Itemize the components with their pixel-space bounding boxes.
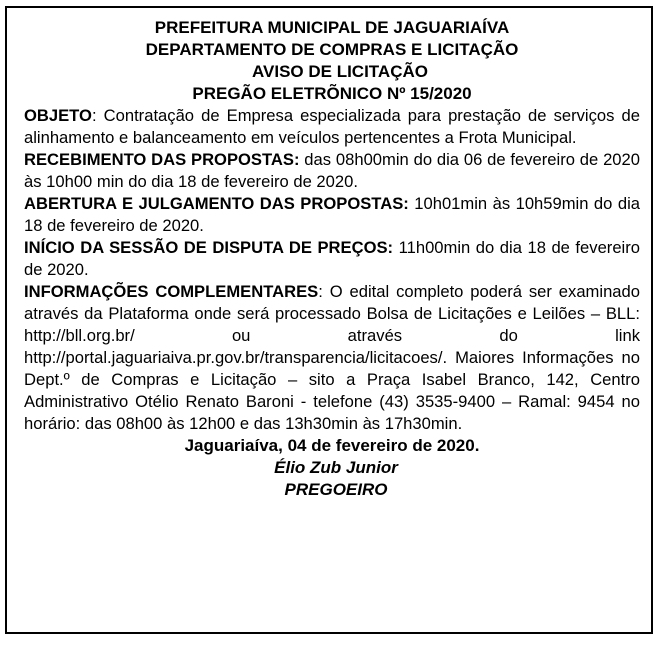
header-municipality: PREFEITURA MUNICIPAL DE JAGUARIAÍVA xyxy=(154,18,510,37)
abertura-text: 10h01min às 10h59min do dia 18 de fevereiro de 2020. xyxy=(24,194,640,235)
header-department: DEPARTAMENTO DE COMPRAS E LICITAÇÃO xyxy=(145,40,519,59)
objeto-text: : Contratação de Empresa especializada para prestação de serviços de alinhamento e balanceamento em veículos pertencentes a Frota Municipal. xyxy=(24,106,640,147)
place-date: Jaguariaíva, 04 de fevereiro de 2020. xyxy=(184,436,480,455)
header-notice-title: AVISO DE LICITAÇÃO xyxy=(252,62,428,81)
informacoes-text: : O edital completo poderá ser examinado através da Plataforma onde será processado Bolsa de Licitações e Leilões – BLL: http://bll.org.br/ ou através do link http://portal.jaguariaiva.pr.gov.br/transparencia/licitacoes/. Maiores Informações no Dept.º de Compras e Licitação – sito a Praça Isabel Branco, 142, Centro Administrativo Otélio Renato Baroni - telefone (43) 3535-9400 – Ramal: 9454 no horário: das 08h00 às 12h00 e das 13h30min às 17h30min. xyxy=(24,282,640,433)
inicio-label: INÍCIO DA SESSÃO DE DISPUTA DE PREÇOS: xyxy=(24,238,394,257)
notice-content xyxy=(24,17,640,501)
header-auction-number: PREGÃO ELETRÕNICO Nº 15/2020 xyxy=(192,84,472,103)
recebimento-label: RECEBIMENTO DAS PROPOSTAS: xyxy=(24,150,300,169)
notice-frame xyxy=(5,6,653,634)
inicio-paragraph xyxy=(24,237,640,281)
signer-name: Élio Zub Junior xyxy=(274,458,398,477)
abertura-paragraph xyxy=(24,193,640,237)
objeto-label: OBJETO xyxy=(24,106,92,125)
informacoes-paragraph xyxy=(24,281,640,435)
recebimento-text: das 08h00min do dia 06 de fevereiro de 2020 às 10h00 min do dia 18 de fevereiro de 2020. xyxy=(24,150,640,191)
recebimento-paragraph xyxy=(24,149,640,193)
objeto-paragraph xyxy=(24,105,640,149)
informacoes-label: INFORMAÇÕES COMPLEMENTARES xyxy=(24,282,319,301)
inicio-text: 11h00min do dia 18 de fevereiro de 2020. xyxy=(24,238,640,279)
signer-role: PREGOEIRO xyxy=(284,480,388,499)
abertura-label: ABERTURA E JULGAMENTO DAS PROPOSTAS: xyxy=(24,194,409,213)
